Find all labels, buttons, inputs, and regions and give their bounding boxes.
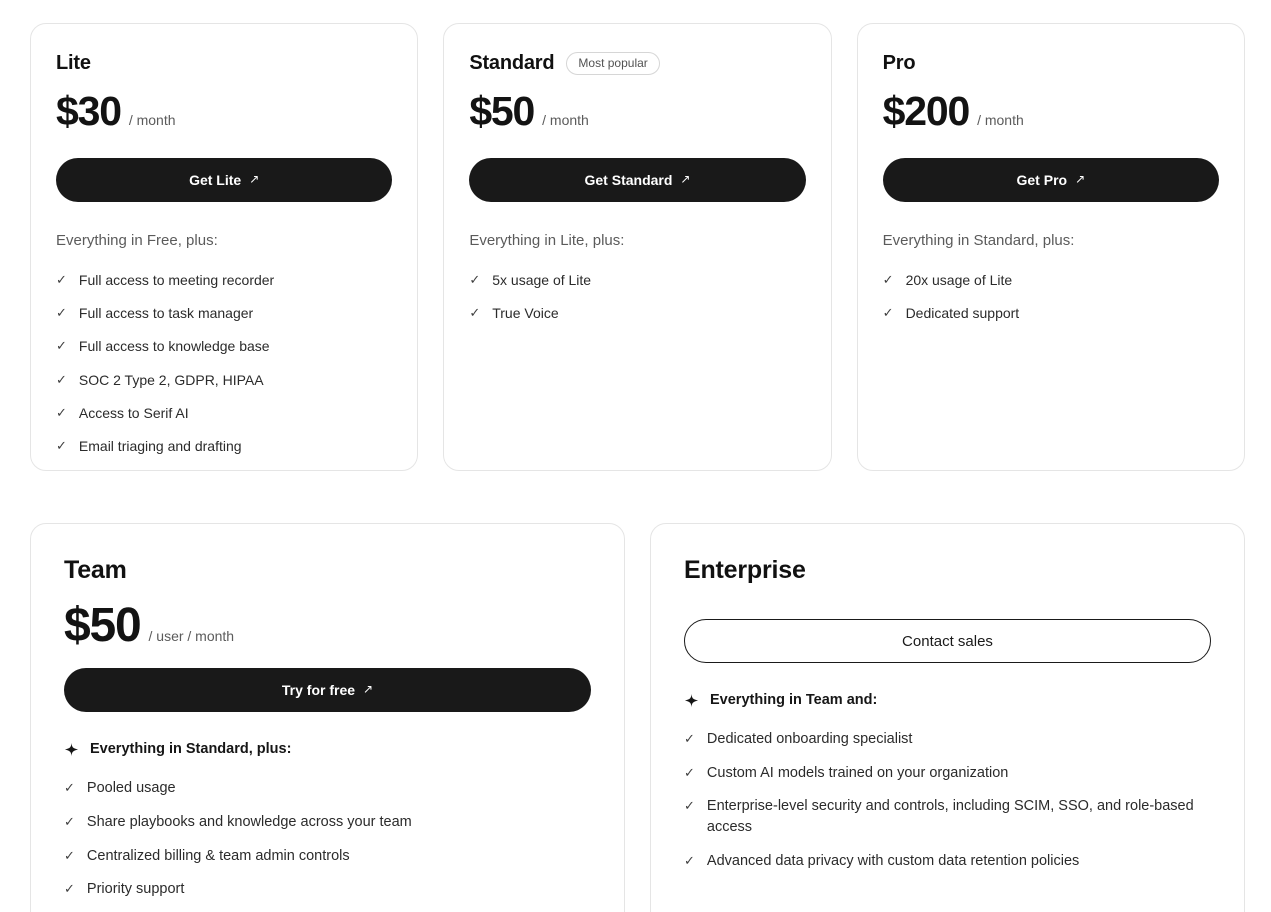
feature-item bbox=[64, 846, 591, 867]
check-icon: ✓ bbox=[684, 764, 695, 780]
plan-name: Enterprise bbox=[684, 556, 806, 584]
cta-label: Try for free bbox=[281, 682, 356, 699]
feature-item bbox=[56, 436, 392, 456]
plan-price: $200 bbox=[882, 88, 970, 134]
intro-text: Everything in Team and: bbox=[710, 692, 878, 708]
plan-header bbox=[64, 556, 591, 585]
most-popular-badge: Most popular bbox=[566, 52, 659, 75]
feature-text: Pooled usage bbox=[86, 780, 176, 797]
check-icon: ✓ bbox=[882, 272, 894, 288]
arrow-up-right-icon: ↗ bbox=[1075, 172, 1086, 187]
feature-item bbox=[64, 778, 591, 799]
feature-text: Custom AI models trained on your organization bbox=[706, 764, 1009, 781]
feature-text: Advanced data privacy with custom data retention policies bbox=[706, 852, 1080, 869]
plan-card-lite bbox=[30, 23, 418, 471]
feature-text: Enterprise-level security and controls, including SCIM, SSO, and role-based access bbox=[706, 798, 1194, 836]
check-icon: ✓ bbox=[469, 272, 481, 288]
feature-item bbox=[469, 270, 805, 290]
feature-text: 5x usage of Lite bbox=[492, 272, 592, 289]
check-icon: ✓ bbox=[684, 798, 695, 814]
feature-text: Centralized billing & team admin controls bbox=[86, 847, 350, 864]
cta-label: Get Standard bbox=[584, 172, 673, 189]
price-suffix: / user / month bbox=[148, 628, 235, 644]
feature-text: Full access to task manager bbox=[78, 305, 254, 322]
check-icon: ✓ bbox=[56, 371, 67, 387]
feature-text: Email triaging and drafting bbox=[78, 437, 242, 454]
price-row bbox=[64, 598, 591, 653]
check-icon: ✓ bbox=[469, 305, 481, 321]
check-icon: ✓ bbox=[64, 813, 75, 829]
features-intro-emphasized bbox=[684, 692, 1211, 708]
feature-item bbox=[56, 403, 392, 423]
check-icon: ✓ bbox=[56, 437, 67, 453]
price-suffix: / month bbox=[542, 112, 589, 128]
plan-card-team bbox=[30, 523, 625, 912]
feature-text: Full access to knowledge base bbox=[78, 338, 270, 355]
feature-item bbox=[56, 336, 392, 356]
feature-list bbox=[883, 270, 1219, 323]
feature-text: True Voice bbox=[492, 305, 559, 322]
check-icon: ✓ bbox=[56, 272, 67, 288]
feature-list bbox=[684, 729, 1211, 872]
plan-name: Pro bbox=[882, 52, 916, 74]
sparkle-icon bbox=[64, 742, 79, 757]
check-icon: ✓ bbox=[684, 852, 695, 868]
feature-text: Full access to meeting recorder bbox=[78, 272, 275, 289]
feature-text: Dedicated onboarding specialist bbox=[706, 731, 913, 747]
pricing-row-individual bbox=[30, 23, 1245, 471]
feature-list bbox=[64, 778, 591, 900]
features-intro-emphasized bbox=[64, 741, 591, 757]
feature-item bbox=[883, 303, 1219, 323]
feature-text: Priority support bbox=[86, 881, 185, 898]
price-row bbox=[883, 88, 1219, 135]
feature-item bbox=[56, 303, 392, 323]
get-lite-button[interactable] bbox=[56, 158, 392, 202]
feature-item bbox=[64, 812, 591, 833]
feature-item bbox=[684, 851, 1211, 872]
plan-header bbox=[883, 52, 1219, 75]
plan-price: $30 bbox=[56, 88, 121, 134]
features-intro: Everything in Lite, plus: bbox=[469, 232, 625, 250]
check-icon: ✓ bbox=[56, 338, 67, 354]
get-pro-button[interactable] bbox=[883, 158, 1219, 202]
arrow-up-right-icon: ↗ bbox=[363, 682, 374, 697]
check-icon: ✓ bbox=[56, 404, 67, 420]
plan-card-pro bbox=[857, 23, 1245, 471]
arrow-up-right-icon: ↗ bbox=[680, 172, 691, 187]
plan-header bbox=[469, 52, 805, 75]
plan-header bbox=[56, 52, 392, 75]
check-icon: ✓ bbox=[64, 847, 75, 863]
sparkle-icon bbox=[684, 693, 699, 708]
check-icon: ✓ bbox=[882, 305, 894, 321]
check-icon: ✓ bbox=[684, 731, 695, 746]
features-intro: Everything in Free, plus: bbox=[56, 232, 218, 250]
intro-text: Everything in Standard, plus: bbox=[90, 741, 292, 758]
arrow-up-right-icon: ↗ bbox=[249, 172, 260, 187]
cta-label: Get Pro bbox=[1016, 172, 1068, 189]
feature-item bbox=[684, 729, 1211, 750]
feature-list bbox=[469, 270, 805, 323]
try-for-free-button[interactable] bbox=[64, 668, 591, 712]
feature-text: Share playbooks and knowledge across your team bbox=[86, 813, 412, 830]
price-row bbox=[56, 88, 392, 135]
feature-item bbox=[883, 270, 1219, 290]
feature-item bbox=[64, 879, 591, 900]
check-icon: ✓ bbox=[64, 780, 75, 796]
plan-card-standard bbox=[443, 23, 831, 471]
feature-list bbox=[56, 270, 392, 456]
feature-text: 20x usage of Lite bbox=[905, 272, 1013, 289]
plan-name: Standard bbox=[469, 52, 555, 74]
price-row bbox=[469, 88, 805, 135]
plan-price: $50 bbox=[64, 599, 141, 652]
plan-header bbox=[684, 556, 1211, 585]
check-icon: ✓ bbox=[64, 881, 75, 897]
feature-item bbox=[56, 370, 392, 390]
contact-sales-button[interactable] bbox=[684, 619, 1211, 663]
cta-label: Get Lite bbox=[189, 172, 242, 189]
plan-name: Team bbox=[64, 556, 127, 584]
price-suffix: / month bbox=[977, 112, 1024, 128]
plan-card-enterprise bbox=[650, 523, 1245, 912]
get-standard-button[interactable] bbox=[469, 158, 805, 202]
features-intro: Everything in Standard, plus: bbox=[882, 232, 1075, 250]
plan-price: $50 bbox=[469, 88, 535, 134]
price-suffix: / month bbox=[128, 112, 176, 128]
cta-label: Contact sales bbox=[902, 632, 993, 650]
feature-text: Dedicated support bbox=[905, 305, 1020, 322]
check-icon: ✓ bbox=[56, 305, 67, 321]
feature-item bbox=[469, 303, 805, 323]
feature-text: SOC 2 Type 2, GDPR, HIPAA bbox=[78, 371, 264, 388]
feature-item bbox=[684, 763, 1211, 784]
feature-text: Access to Serif AI bbox=[78, 404, 189, 421]
pricing-row-org bbox=[30, 523, 1245, 912]
feature-item bbox=[684, 796, 1211, 837]
plan-name: Lite bbox=[56, 52, 91, 74]
feature-item bbox=[56, 270, 392, 290]
